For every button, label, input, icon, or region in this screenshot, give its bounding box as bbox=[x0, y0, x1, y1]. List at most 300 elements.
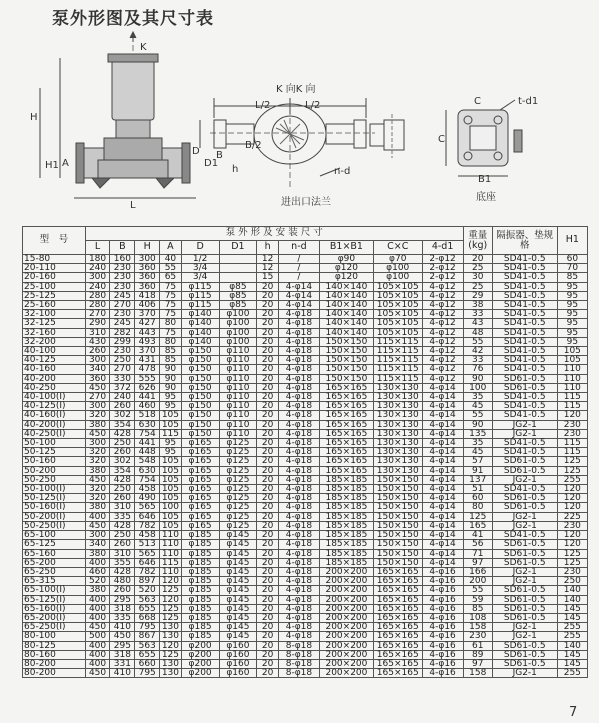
table-cell: 260 bbox=[110, 402, 135, 411]
table-cell: 140 bbox=[557, 595, 587, 604]
table-cell: 20-160 bbox=[23, 273, 86, 282]
table-cell: 8-φ18 bbox=[278, 669, 319, 678]
table-cell: 130×130 bbox=[373, 420, 422, 429]
table-cell: 300 bbox=[85, 402, 110, 411]
table-cell: 115×115 bbox=[373, 374, 422, 383]
table-cell: 250 bbox=[557, 577, 587, 586]
table-cell: 200×200 bbox=[319, 567, 373, 576]
table-cell: 480 bbox=[110, 577, 135, 586]
table-cell: 115 bbox=[160, 429, 182, 438]
table-cell: 20 bbox=[257, 521, 279, 530]
table-cell: 55 bbox=[463, 337, 492, 346]
table-cell: 25 bbox=[463, 264, 492, 273]
table-cell: 20 bbox=[257, 393, 279, 402]
table-cell: 754 bbox=[135, 429, 160, 438]
table-cell: 20 bbox=[257, 632, 279, 641]
table-cell: 75 bbox=[160, 282, 182, 291]
table-row bbox=[23, 512, 588, 521]
table-cell: 4-φ12 bbox=[422, 319, 463, 328]
table-cell: 140×140 bbox=[319, 328, 373, 337]
table-cell: 20 bbox=[257, 503, 279, 512]
table-cell: 4-φ18 bbox=[278, 512, 319, 521]
table-cell: 318 bbox=[110, 604, 135, 613]
table-cell: 4-φ14 bbox=[422, 531, 463, 540]
dim-l-half-right: L/2 bbox=[305, 100, 321, 111]
table-cell: φ110 bbox=[219, 347, 257, 356]
table-cell: 40-200(I) bbox=[23, 420, 86, 429]
table-cell: 460 bbox=[135, 402, 160, 411]
table-cell: 65-125 bbox=[23, 540, 86, 549]
table-cell: φ145 bbox=[219, 604, 257, 613]
table-cell: 4-φ14 bbox=[422, 402, 463, 411]
table-cell: 4-φ12 bbox=[422, 337, 463, 346]
table-row bbox=[23, 255, 588, 264]
table-cell: 76 bbox=[463, 365, 492, 374]
table-cell: 400 bbox=[85, 595, 110, 604]
table-cell: φ125 bbox=[219, 466, 257, 475]
table-cell: φ165 bbox=[181, 494, 219, 503]
table-cell: φ185 bbox=[181, 531, 219, 540]
table-cell: 3/4 bbox=[181, 273, 219, 282]
table-cell: 150×150 bbox=[319, 337, 373, 346]
table-cell: 140×140 bbox=[319, 319, 373, 328]
table-cell: SD61-0.5 bbox=[492, 549, 557, 558]
table-cell: 105 bbox=[160, 411, 182, 420]
table-cell: φ185 bbox=[181, 632, 219, 641]
table-cell: 427 bbox=[135, 319, 160, 328]
table-cell: 4-φ12 bbox=[422, 356, 463, 365]
table-cell: 300 bbox=[85, 439, 110, 448]
table-cell: 165×165 bbox=[319, 402, 373, 411]
table-cell: 660 bbox=[135, 659, 160, 668]
table-cell: 230 bbox=[110, 310, 135, 319]
column-header: D1 bbox=[219, 241, 257, 255]
table-cell: 29 bbox=[463, 291, 492, 300]
table-cell: 40-125 bbox=[23, 356, 86, 365]
table-cell: 110 bbox=[557, 374, 587, 383]
table-cell: 302 bbox=[110, 457, 135, 466]
table-cell: 120 bbox=[160, 577, 182, 586]
table-cell: φ125 bbox=[219, 439, 257, 448]
column-header: B1×B1 bbox=[319, 241, 373, 255]
table-cell: 230 bbox=[110, 273, 135, 282]
table-cell: 500 bbox=[85, 632, 110, 641]
table-cell: JG2-1 bbox=[492, 669, 557, 678]
table-cell: 105×105 bbox=[373, 291, 422, 300]
table-cell: 150×150 bbox=[373, 475, 422, 484]
table-cell: 165 bbox=[463, 521, 492, 530]
table-cell: 450 bbox=[85, 623, 110, 632]
table-cell: 130×130 bbox=[373, 457, 422, 466]
base-caption: 底座 bbox=[476, 192, 496, 203]
table-cell: 150×150 bbox=[319, 347, 373, 356]
table-row bbox=[23, 264, 588, 273]
table-cell: 310 bbox=[85, 328, 110, 337]
table-cell: JG2-1 bbox=[492, 567, 557, 576]
table-cell: φ120 bbox=[319, 264, 373, 273]
table-cell: 548 bbox=[135, 457, 160, 466]
table-cell: 360 bbox=[135, 273, 160, 282]
table-cell: φ145 bbox=[219, 567, 257, 576]
table-cell: 4-φ18 bbox=[278, 328, 319, 337]
table-cell: 4-φ18 bbox=[278, 439, 319, 448]
table-cell: 41 bbox=[463, 531, 492, 540]
table-cell: φ125 bbox=[219, 448, 257, 457]
table-cell: 400 bbox=[85, 613, 110, 622]
table-cell: 150×150 bbox=[373, 494, 422, 503]
table-cell: 458 bbox=[135, 531, 160, 540]
table-cell: 4-φ16 bbox=[422, 623, 463, 632]
table-cell: SD41-0.5 bbox=[492, 411, 557, 420]
table-cell: SD61-0.5 bbox=[492, 494, 557, 503]
table-cell: 450 bbox=[85, 429, 110, 438]
table-row bbox=[23, 365, 588, 374]
table-row bbox=[23, 595, 588, 604]
table-cell: 100 bbox=[463, 383, 492, 392]
table-cell: 25 bbox=[463, 282, 492, 291]
table-cell: 4-φ12 bbox=[422, 282, 463, 291]
table-cell: φ110 bbox=[219, 420, 257, 429]
table-cell: SD41-0.5 bbox=[492, 291, 557, 300]
table-cell: φ150 bbox=[181, 383, 219, 392]
table-cell: 302 bbox=[110, 411, 135, 420]
table-cell: 12 bbox=[257, 255, 279, 264]
table-cell: 4-φ18 bbox=[278, 319, 319, 328]
table-cell: 441 bbox=[135, 439, 160, 448]
table-cell: 105 bbox=[557, 356, 587, 365]
table-cell: SD41-0.5 bbox=[492, 402, 557, 411]
table-cell: 105 bbox=[160, 420, 182, 429]
table-cell: 95 bbox=[160, 393, 182, 402]
table-cell: 795 bbox=[135, 669, 160, 678]
table-cell: 130×130 bbox=[373, 439, 422, 448]
table-cell: 4-φ18 bbox=[278, 521, 319, 530]
dim-d: D bbox=[192, 146, 200, 157]
table-cell: 490 bbox=[135, 494, 160, 503]
table-cell: φ150 bbox=[181, 393, 219, 402]
table-cell: 25-100 bbox=[23, 282, 86, 291]
table-row bbox=[23, 411, 588, 420]
table-cell: φ90 bbox=[319, 255, 373, 264]
table-cell: 428 bbox=[110, 475, 135, 484]
table-cell: 782 bbox=[135, 521, 160, 530]
table-cell: φ160 bbox=[219, 669, 257, 678]
table-cell: 90 bbox=[160, 365, 182, 374]
table-cell: 20 bbox=[257, 328, 279, 337]
table-cell: 4-φ16 bbox=[422, 595, 463, 604]
table-cell: 20 bbox=[257, 650, 279, 659]
table-cell: φ145 bbox=[219, 613, 257, 622]
table-cell: SD41-0.5 bbox=[492, 531, 557, 540]
table-cell: 520 bbox=[85, 577, 110, 586]
table-cell: 20 bbox=[257, 439, 279, 448]
table-cell: 360 bbox=[135, 282, 160, 291]
table-cell: 230 bbox=[557, 567, 587, 576]
table-cell: 4-φ18 bbox=[278, 475, 319, 484]
table-cell: 20 bbox=[257, 494, 279, 503]
table-cell: 150×150 bbox=[319, 356, 373, 365]
table-cell: φ125 bbox=[219, 503, 257, 512]
table-cell: 795 bbox=[135, 623, 160, 632]
table-cell: 4-φ14 bbox=[422, 420, 463, 429]
table-cell: 61 bbox=[463, 641, 492, 650]
table-cell: 320 bbox=[85, 411, 110, 420]
table-cell: 115×115 bbox=[373, 347, 422, 356]
page-title: 泵外形图及其尺寸表 bbox=[52, 9, 214, 29]
table-cell: 360 bbox=[135, 264, 160, 273]
table-cell: 20 bbox=[257, 310, 279, 319]
table-cell: 200×200 bbox=[319, 595, 373, 604]
table-cell: 260 bbox=[110, 448, 135, 457]
table-cell: φ145 bbox=[219, 632, 257, 641]
table-cell: 4-φ18 bbox=[278, 420, 319, 429]
table-cell: φ185 bbox=[181, 549, 219, 558]
table-cell: 130×130 bbox=[373, 402, 422, 411]
dim-c-side: C bbox=[438, 134, 445, 145]
table-cell: 125 bbox=[557, 466, 587, 475]
table-cell: 300 bbox=[135, 255, 160, 264]
table-cell: 57 bbox=[463, 457, 492, 466]
table-cell: 450 bbox=[85, 475, 110, 484]
table-cell: 165×165 bbox=[373, 604, 422, 613]
table-cell: 4-φ12 bbox=[422, 374, 463, 383]
column-header: L bbox=[85, 241, 110, 255]
table-cell: 105 bbox=[160, 466, 182, 475]
dim-l: L bbox=[130, 200, 136, 211]
table-cell: JG2-1 bbox=[492, 429, 557, 438]
table-cell: 140 bbox=[557, 586, 587, 595]
table-cell: 130 bbox=[160, 659, 182, 668]
table-cell: 50-200(I) bbox=[23, 512, 86, 521]
table-cell: 4-φ16 bbox=[422, 669, 463, 678]
table-cell: 555 bbox=[135, 374, 160, 383]
table-cell: 270 bbox=[110, 301, 135, 310]
table-cell: 95 bbox=[160, 402, 182, 411]
table-cell: 520 bbox=[135, 586, 160, 595]
table-cell: 75 bbox=[160, 328, 182, 337]
table-cell: 125 bbox=[160, 650, 182, 659]
table-cell: 230 bbox=[110, 347, 135, 356]
dim-n-d: n-d bbox=[334, 166, 351, 177]
table-cell: 2-φ12 bbox=[422, 264, 463, 273]
table-cell: SD61-0.5 bbox=[492, 650, 557, 659]
table-cell: 360 bbox=[85, 374, 110, 383]
table-cell: 4-φ14 bbox=[278, 301, 319, 310]
table-row bbox=[23, 374, 588, 383]
table-cell: φ70 bbox=[373, 255, 422, 264]
dim-h: H bbox=[30, 112, 38, 123]
table-cell: 4-φ12 bbox=[422, 365, 463, 374]
table-cell: 380 bbox=[85, 420, 110, 429]
table-cell: 120 bbox=[557, 540, 587, 549]
table-cell: 20 bbox=[257, 549, 279, 558]
table-cell: 105×105 bbox=[373, 328, 422, 337]
table-cell: 20 bbox=[257, 411, 279, 420]
table-cell: SD61-0.5 bbox=[492, 586, 557, 595]
table-cell: 443 bbox=[135, 328, 160, 337]
table-cell: 255 bbox=[557, 623, 587, 632]
table-cell: 165×165 bbox=[373, 595, 422, 604]
table-cell: 200×200 bbox=[319, 613, 373, 622]
table-cell: 80-200 bbox=[23, 669, 86, 678]
table-cell: SD61-0.5 bbox=[492, 641, 557, 650]
table-cell: 250 bbox=[110, 439, 135, 448]
table-cell: 51 bbox=[463, 485, 492, 494]
table-cell: 55 bbox=[463, 411, 492, 420]
table-cell: 20 bbox=[257, 595, 279, 604]
table-cell: 280 bbox=[85, 291, 110, 300]
table-cell: 260 bbox=[110, 540, 135, 549]
table-cell: 20 bbox=[257, 577, 279, 586]
table-cell: 4-φ12 bbox=[422, 291, 463, 300]
table-cell: 150×150 bbox=[373, 512, 422, 521]
table-cell: φ185 bbox=[181, 595, 219, 604]
table-cell: 165×165 bbox=[373, 659, 422, 668]
table-cell bbox=[219, 264, 257, 273]
table-row bbox=[23, 540, 588, 549]
table-cell: 230 bbox=[463, 632, 492, 641]
table-cell: 165×165 bbox=[319, 411, 373, 420]
table-cell: 318 bbox=[110, 650, 135, 659]
table-cell: 513 bbox=[135, 540, 160, 549]
table-cell: 4-φ18 bbox=[278, 503, 319, 512]
table-cell: 4-φ16 bbox=[422, 659, 463, 668]
table-cell: JG2-1 bbox=[492, 512, 557, 521]
table-cell: φ185 bbox=[181, 577, 219, 586]
table-cell: 115 bbox=[557, 439, 587, 448]
table-cell: φ150 bbox=[181, 429, 219, 438]
table-cell: 185×185 bbox=[319, 485, 373, 494]
table-cell: 4-φ16 bbox=[422, 577, 463, 586]
table-cell: 4-φ18 bbox=[278, 356, 319, 365]
table-cell: 135 bbox=[463, 429, 492, 438]
table-cell bbox=[219, 255, 257, 264]
table-cell: φ165 bbox=[181, 439, 219, 448]
table-cell: 50-160(I) bbox=[23, 503, 86, 512]
table-cell: φ120 bbox=[319, 273, 373, 282]
dim-b: B bbox=[216, 150, 223, 161]
table-cell: / bbox=[278, 273, 319, 282]
table-cell: 40-250 bbox=[23, 383, 86, 392]
table-cell: 145 bbox=[557, 650, 587, 659]
table-cell: 230 bbox=[557, 420, 587, 429]
table-cell: / bbox=[278, 264, 319, 273]
table-cell: 56 bbox=[463, 540, 492, 549]
table-cell: 668 bbox=[135, 613, 160, 622]
table-cell: SD61-0.5 bbox=[492, 503, 557, 512]
table-cell: 105×105 bbox=[373, 282, 422, 291]
table-cell: 33 bbox=[463, 310, 492, 319]
table-cell: 71 bbox=[463, 549, 492, 558]
table-cell: 270 bbox=[85, 310, 110, 319]
table-cell: 400 bbox=[85, 558, 110, 567]
table-cell: 8-φ18 bbox=[278, 641, 319, 650]
table-cell: 450 bbox=[110, 632, 135, 641]
table-cell: 280 bbox=[85, 301, 110, 310]
table-cell: φ125 bbox=[219, 494, 257, 503]
table-cell: 110 bbox=[160, 540, 182, 549]
column-header: B bbox=[110, 241, 135, 255]
table-cell: 80-200 bbox=[23, 659, 86, 668]
table-cell: φ165 bbox=[181, 475, 219, 484]
table-cell: 115×115 bbox=[373, 356, 422, 365]
table-cell: 200 bbox=[463, 577, 492, 586]
table-cell: φ100 bbox=[219, 337, 257, 346]
table-cell: 20 bbox=[257, 567, 279, 576]
table-cell: 35 bbox=[463, 393, 492, 402]
table-cell: φ85 bbox=[219, 282, 257, 291]
table-cell: φ150 bbox=[181, 402, 219, 411]
table-cell: 80 bbox=[160, 319, 182, 328]
table-cell: 105 bbox=[160, 512, 182, 521]
table-cell: 250 bbox=[110, 531, 135, 540]
table-cell: 89 bbox=[463, 650, 492, 659]
table-cell: 4-φ14 bbox=[422, 540, 463, 549]
table-cell: 897 bbox=[135, 577, 160, 586]
table-cell: 150×150 bbox=[319, 374, 373, 383]
table-cell: φ100 bbox=[373, 273, 422, 282]
table-cell: 20 bbox=[257, 475, 279, 484]
table-cell: 130 bbox=[160, 669, 182, 678]
table-cell: φ165 bbox=[181, 485, 219, 494]
table-cell: 125 bbox=[160, 586, 182, 595]
table-cell bbox=[219, 273, 257, 282]
table-cell: 4-φ18 bbox=[278, 494, 319, 503]
table-cell: φ125 bbox=[219, 512, 257, 521]
table-cell: SD41-0.5 bbox=[492, 264, 557, 273]
table-cell: 120 bbox=[160, 641, 182, 650]
table-cell: 30 bbox=[463, 273, 492, 282]
table-cell: 185×185 bbox=[319, 549, 373, 558]
table-cell: φ110 bbox=[219, 429, 257, 438]
table-cell: 140×140 bbox=[319, 282, 373, 291]
table-cell: 140×140 bbox=[319, 291, 373, 300]
table-cell: 478 bbox=[135, 365, 160, 374]
table-cell: 120 bbox=[557, 485, 587, 494]
table-cell: 32-200 bbox=[23, 337, 86, 346]
table-cell: 200×200 bbox=[319, 632, 373, 641]
column-header: n-d bbox=[278, 241, 319, 255]
table-cell: 4-φ18 bbox=[278, 540, 319, 549]
table-cell: 4-φ14 bbox=[422, 512, 463, 521]
table-cell: 165×165 bbox=[319, 448, 373, 457]
table-cell: 200×200 bbox=[319, 641, 373, 650]
table-cell: 335 bbox=[110, 613, 135, 622]
table-cell: 4-φ12 bbox=[422, 301, 463, 310]
table-cell: 97 bbox=[463, 659, 492, 668]
table-cell: 65-160 bbox=[23, 549, 86, 558]
table-cell: 105 bbox=[160, 485, 182, 494]
dim-l-half-left: L/2 bbox=[255, 100, 271, 111]
table-cell: 150×150 bbox=[373, 531, 422, 540]
table-cell: 185×185 bbox=[319, 521, 373, 530]
table-cell: 40-160(I) bbox=[23, 411, 86, 420]
table-cell: 145 bbox=[557, 613, 587, 622]
table-cell: JG2-1 bbox=[492, 632, 557, 641]
table-cell: 130 bbox=[160, 623, 182, 632]
table-cell: 125 bbox=[557, 549, 587, 558]
table-cell: 40-100 bbox=[23, 347, 86, 356]
table-cell: 20 bbox=[257, 604, 279, 613]
table-cell: 95 bbox=[557, 319, 587, 328]
table-cell: 105 bbox=[557, 347, 587, 356]
table-cell: 55 bbox=[160, 264, 182, 273]
table-cell: 240 bbox=[85, 264, 110, 273]
table-cell: JG2-1 bbox=[492, 420, 557, 429]
table-cell: 260 bbox=[110, 586, 135, 595]
table-cell: 95 bbox=[557, 310, 587, 319]
table-cell: 563 bbox=[135, 641, 160, 650]
